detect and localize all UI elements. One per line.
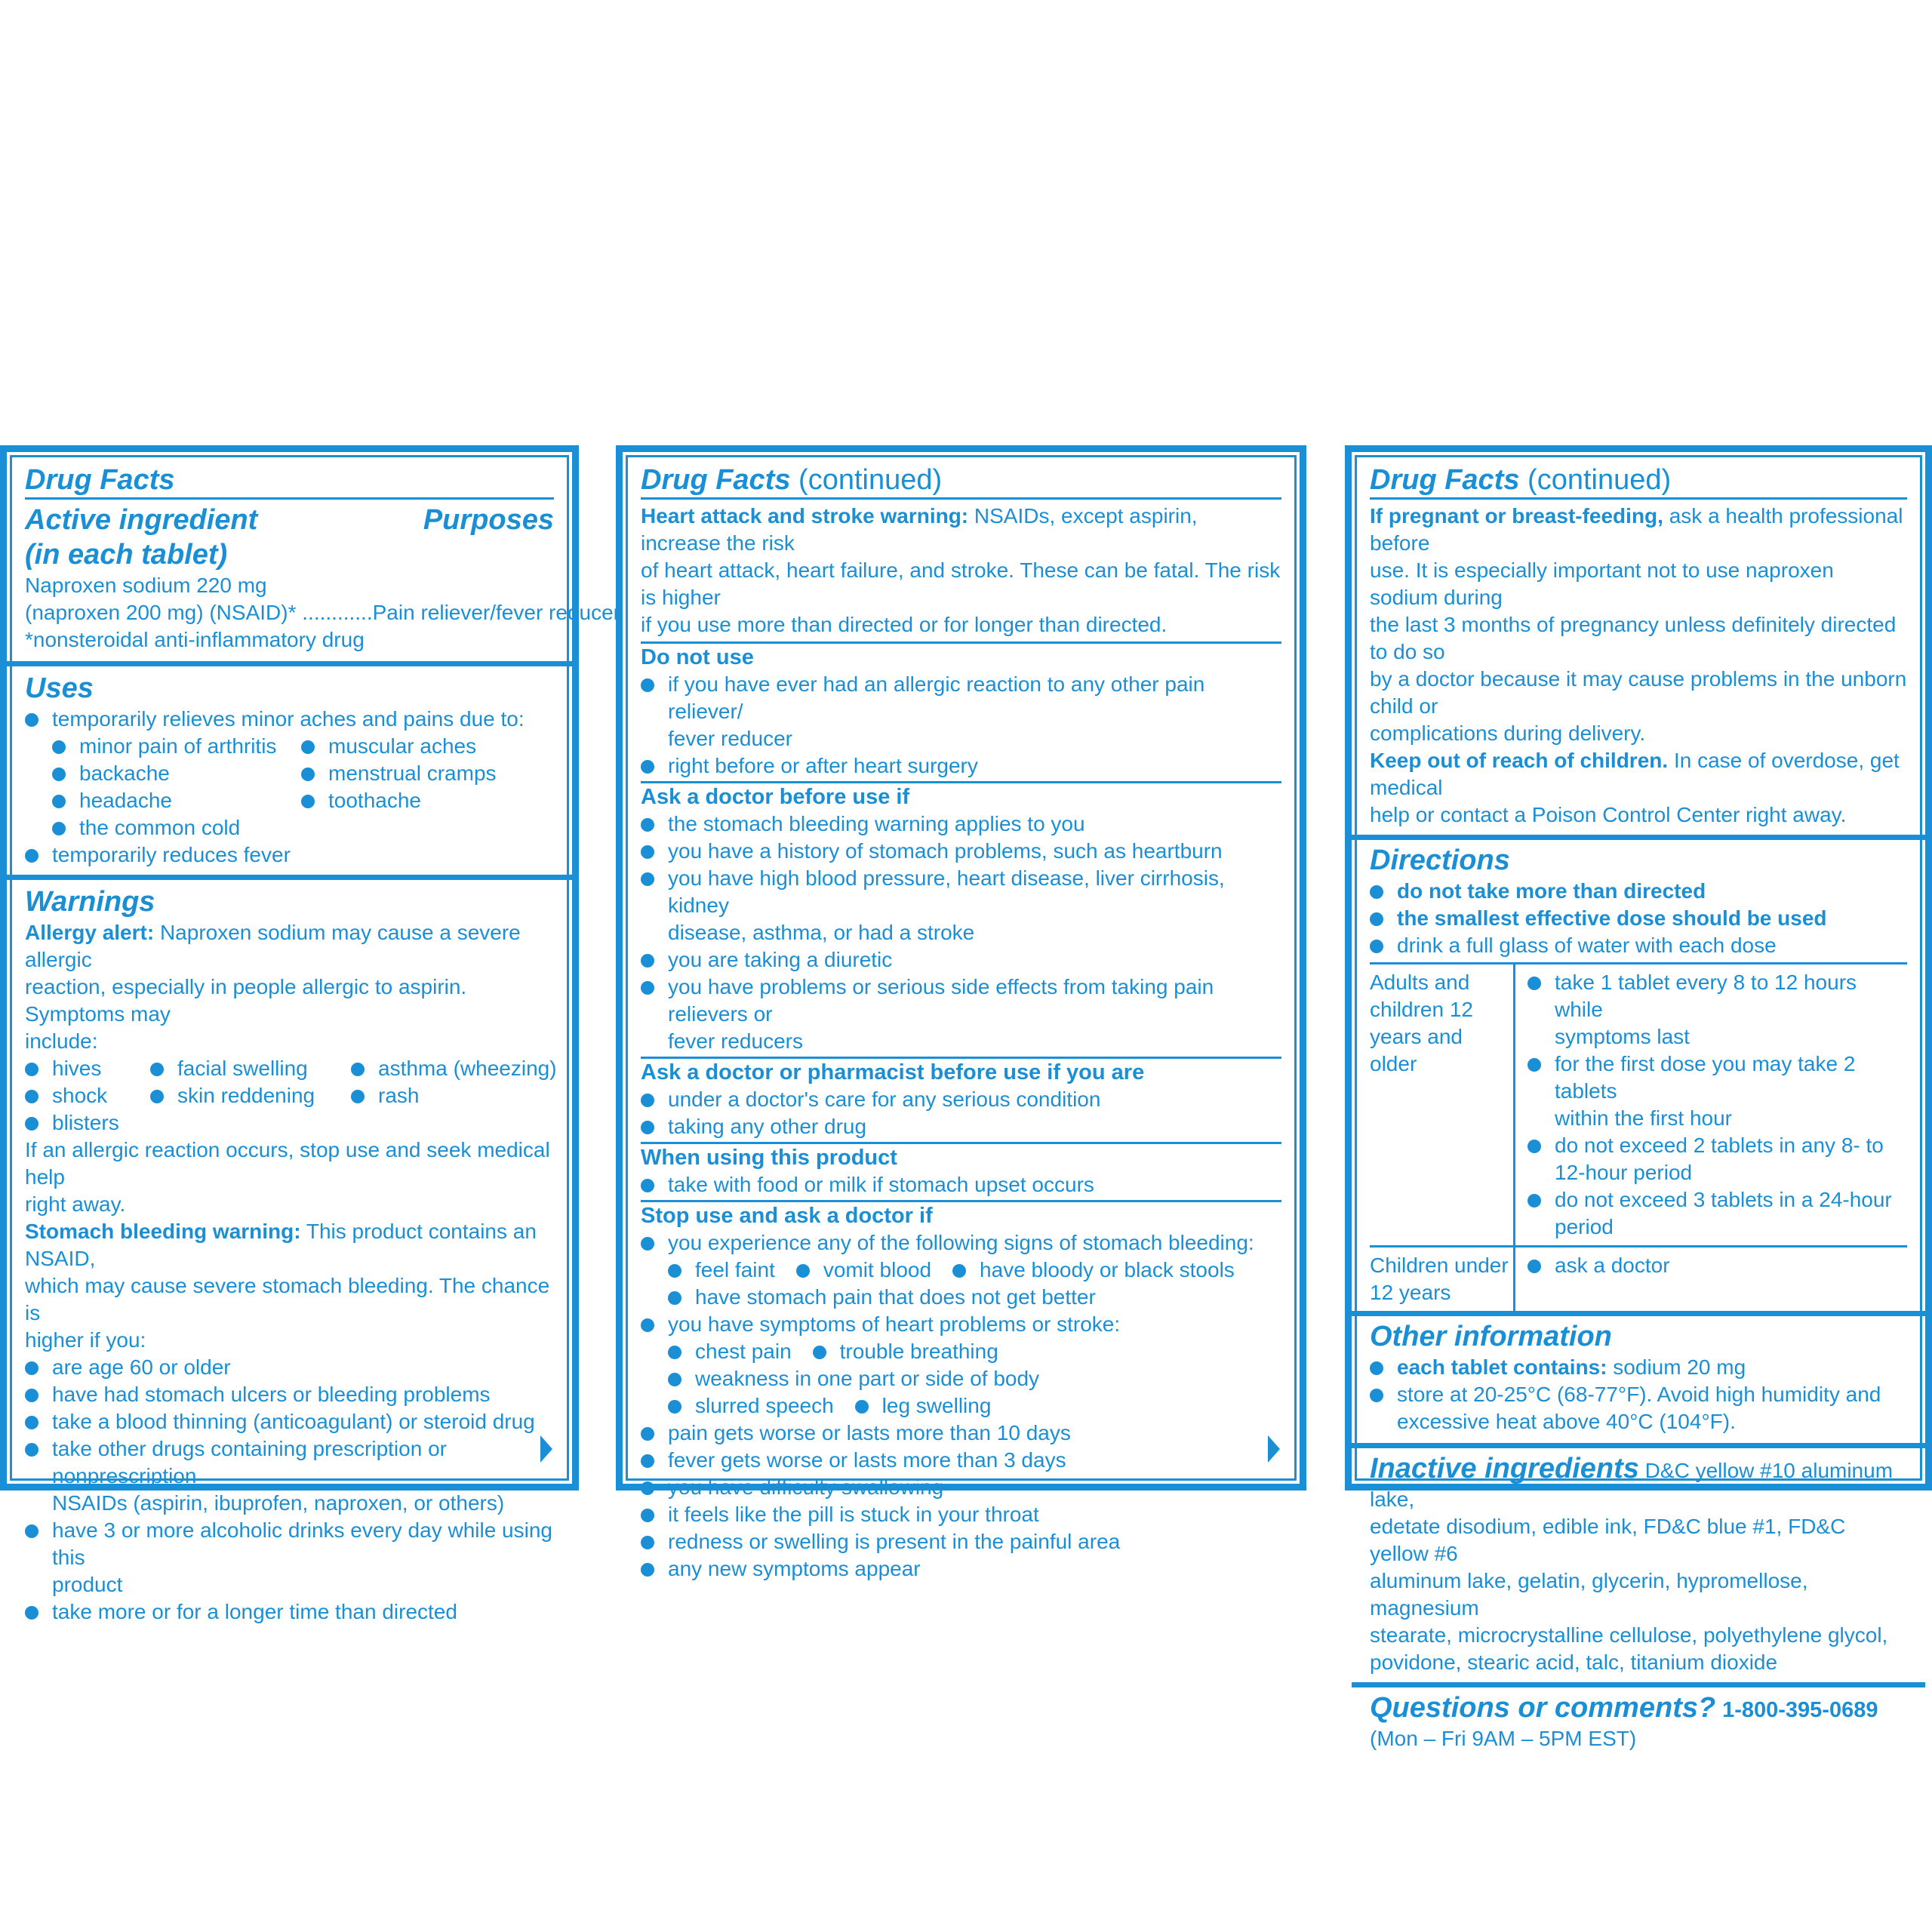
pregnancy-text: by a doctor because it may cause problems in the unborn child or: [1370, 667, 1907, 718]
pregnancy-text: complications during delivery.: [1370, 721, 1646, 745]
panel-title-text: Drug Facts: [641, 464, 791, 496]
other-info-title: Other information: [1370, 1321, 1612, 1352]
stomach-label: Stomach bleeding warning:: [25, 1220, 301, 1243]
divider: [641, 497, 1281, 500]
do-not-use-title: Do not use: [641, 645, 754, 669]
stop-use-item: it feels like the pill is stuck in your throat: [641, 1501, 1281, 1528]
dosage-group-label: [1370, 1247, 1515, 1311]
stomach-item-cont: NSAIDs (aspirin, ibuprofen, naproxen, or others): [52, 1491, 505, 1515]
stop-use-subitem: have bloody or black stools: [952, 1257, 1235, 1284]
allergy-text: Naproxen sodium may cause a severe allergic: [25, 921, 521, 971]
do-not-use-item: if you have ever had an allergic reaction to any other pain reliever/: [641, 671, 1281, 725]
continued-label: (continued): [790, 464, 943, 496]
dosage-item-cont: symptoms last: [1555, 1025, 1690, 1048]
panel-title: [1370, 463, 1907, 497]
stop-use-item: any new symptoms appear: [641, 1555, 1281, 1583]
keep-out-warning: [1370, 747, 1907, 801]
dosage-table-row-adults: [1370, 962, 1907, 1245]
stop-use-item: you have symptoms of heart problems or stroke:: [641, 1311, 1281, 1338]
stop-use-subitem: trouble breathing: [813, 1338, 998, 1365]
warnings-title: Warnings: [25, 886, 155, 918]
dosage-item: for the first dose you may take 2 tablets: [1527, 1051, 1907, 1105]
uses-item: temporarily reduces fever: [25, 841, 554, 869]
allergy-text: include:: [25, 1029, 98, 1053]
pregnancy-label: If pregnant or breast-feeding,: [1370, 504, 1663, 528]
when-using-item: take with food or milk if stomach upset occurs: [641, 1171, 1281, 1198]
purposes-label: Purposes: [423, 504, 554, 536]
heart-warning: [641, 503, 1281, 557]
stop-use-subitem: weakness in one part or side of body: [668, 1365, 1281, 1392]
ingredient-line: Naproxen sodium 220 mg: [25, 574, 267, 597]
drug-facts-panel-3: [1345, 445, 1932, 1750]
symptom-item: hives: [25, 1055, 150, 1082]
pregnancy-text: ask a health professional before: [1370, 504, 1903, 555]
stop-use-subitem: leg swelling: [855, 1392, 992, 1420]
ask-doctor-item: the stomach bleeding warning applies to you: [641, 811, 1281, 838]
stop-use-subitem: feel faint: [668, 1257, 775, 1284]
section-divider: [7, 661, 572, 666]
stop-use-subitem: have stomach pain that does not get better: [668, 1284, 1281, 1311]
keep-out-text: In case of overdose, get medical: [1370, 749, 1900, 799]
inactive-ingredients-text: D&C yellow #10 aluminum lake,: [1370, 1459, 1894, 1511]
stomach-item: take other drugs containing prescription or nonprescription: [25, 1435, 554, 1490]
stop-use-item: pain gets worse or lasts more than 10 days: [641, 1420, 1281, 1447]
panel-title: [641, 463, 1281, 497]
dosage-item-cont: 12-hour period: [1555, 1161, 1693, 1184]
stop-use-subrow: [668, 1392, 1281, 1420]
directions-item: drink a full glass of water with each dose: [1370, 932, 1907, 959]
dosage-item-cont: within the first hour: [1555, 1106, 1732, 1130]
purpose-value: Pain reliever/fever reducer: [372, 601, 620, 624]
symptom-item: blisters: [25, 1109, 150, 1137]
ask-pharmacist-item: under a doctor's care for any serious condition: [641, 1086, 1281, 1113]
do-not-use-item: right before or after heart surgery: [641, 752, 1281, 780]
stomach-item: have 3 or more alcoholic drinks every day while using this: [25, 1517, 554, 1571]
stop-use-title: Stop use and ask a doctor if: [641, 1204, 933, 1228]
uses-subitem: muscular aches: [301, 733, 497, 760]
stop-use-subitem: vomit blood: [796, 1257, 931, 1284]
heart-text: if you use more than directed or for longer than directed.: [641, 613, 1168, 636]
ingredient-purpose-line: [25, 599, 620, 626]
uses-subitem: the common cold: [52, 814, 301, 841]
stomach-item: take a blood thinning (anticoagulant) or steroid drug: [25, 1408, 554, 1435]
dosage-group-text: children 12: [1370, 998, 1473, 1021]
symptom-item: rash: [351, 1082, 557, 1109]
stop-use-item: you experience any of the following signs of stomach bleeding:: [641, 1229, 1281, 1257]
section-divider: [1352, 1443, 1925, 1448]
section-divider: [1352, 1682, 1925, 1687]
stomach-item: are age 60 or older: [25, 1354, 554, 1381]
dosage-group-text: 12 years: [1370, 1281, 1451, 1304]
stop-use-item: redness or swelling is present in the painful area: [641, 1528, 1281, 1555]
heart-text: NSAIDs, except aspirin, increase the risk: [641, 504, 1198, 555]
ingredient-line-2: (naproxen 200 mg) (NSAID)*: [25, 601, 297, 624]
drug-facts-panel-2: [616, 445, 1306, 1580]
other-info-text: sodium 20 mg: [1607, 1355, 1746, 1379]
uses-subitem: headache: [52, 787, 301, 814]
ask-doctor-item-cont: fever reducers: [668, 1029, 803, 1053]
inactive-ingredients: [1370, 1451, 1907, 1513]
continued-label: (continued): [1519, 464, 1672, 496]
stop-use-subrow: [668, 1338, 1281, 1365]
stomach-text: higher if you:: [25, 1328, 146, 1352]
leader-dots: ............: [302, 601, 373, 624]
stomach-item: take more or for a longer time than directed: [25, 1598, 554, 1626]
ask-doctor-item: you have high blood pressure, heart disease, liver cirrhosis, kidney: [641, 865, 1281, 919]
uses-title: Uses: [25, 672, 94, 704]
when-using-title: When using this product: [641, 1146, 897, 1170]
ask-doctor-item: you have a history of stomach problems, such as heartburn: [641, 838, 1281, 865]
divider: [1370, 497, 1907, 500]
allergy-label: Allergy alert:: [25, 921, 155, 944]
continue-arrow-icon: [1268, 1435, 1280, 1463]
section-divider: [1352, 835, 1925, 840]
inactive-ingredients-text: aluminum lake, gelatin, glycerin, hypromellose, magnesium: [1370, 1569, 1808, 1620]
uses-subitem: backache: [52, 760, 301, 787]
stop-use-item: fever gets worse or lasts more than 3 days: [641, 1447, 1281, 1474]
uses-subitem: menstrual cramps: [301, 760, 497, 787]
ask-doctor-item: you have problems or serious side effects from taking pain relievers or: [641, 974, 1281, 1028]
continue-arrow-icon: [540, 1435, 552, 1463]
ask-doctor-item-cont: disease, asthma, or had a stroke: [668, 921, 975, 944]
uses-subitem: minor pain of arthritis: [52, 733, 301, 760]
ask-pharmacist-title: Ask a doctor or pharmacist before use if you are: [641, 1060, 1145, 1084]
stomach-text: which may cause severe stomach bleeding. The chance is: [25, 1274, 550, 1324]
questions-title: Questions or comments?: [1370, 1692, 1716, 1724]
other-info-item: [1370, 1354, 1907, 1381]
ask-doctor-item: you are taking a diuretic: [641, 946, 1281, 974]
uses-subitem: toothache: [301, 787, 497, 814]
dosage-group-text: Adults and: [1370, 971, 1470, 994]
section-divider: [1352, 1311, 1925, 1316]
stop-use-subrow: [668, 1257, 1281, 1284]
section-divider: [7, 875, 572, 880]
phone-number[interactable]: 1-800-395-0689: [1722, 1698, 1878, 1722]
stop-use-subitem: slurred speech: [668, 1392, 834, 1420]
ask-pharmacist-item: taking any other drug: [641, 1113, 1281, 1140]
directions-item: the smallest effective dose should be used: [1370, 905, 1907, 932]
dosage-group-text: years and older: [1370, 1025, 1463, 1075]
stomach-warning: [25, 1218, 554, 1272]
dosage-item: take 1 tablet every 8 to 12 hours while: [1527, 969, 1907, 1023]
symptom-item: asthma (wheezing): [351, 1055, 557, 1082]
stop-use-subitem: chest pain: [668, 1338, 792, 1365]
pregnancy-text: use. It is especially important not to use naproxen sodium during: [1370, 558, 1834, 609]
stomach-item: have had stomach ulcers or bleeding problems: [25, 1381, 554, 1408]
footnote: *nonsteroidal anti-inflammatory drug: [25, 628, 365, 651]
allergy-alert: [25, 919, 554, 974]
inactive-ingredients-text: povidone, stearic acid, talc, titanium dioxide: [1370, 1651, 1778, 1674]
directions-item: do not take more than directed: [1370, 878, 1907, 905]
inactive-ingredients-text: edetate disodium, edible ink, FD&C blue #1, FD&C yellow #6: [1370, 1515, 1846, 1565]
pregnancy-warning: [1370, 503, 1907, 557]
symptom-item: shock: [25, 1082, 150, 1109]
heart-label: Heart attack and stroke warning:: [641, 504, 969, 528]
symptom-item: facial swelling: [150, 1055, 351, 1082]
allergy-after: If an allergic reaction occurs, stop use and seek medical help: [25, 1138, 550, 1189]
active-ingredient-sublabel: (in each tablet): [25, 539, 228, 571]
dosage-item: ask a doctor: [1527, 1252, 1907, 1279]
allergy-after: right away.: [25, 1192, 126, 1216]
other-info-item-cont: excessive heat above 40°C (104°F).: [1397, 1410, 1736, 1433]
active-ingredient-label: Active ingredient: [25, 504, 258, 536]
hours: (Mon – Fri 9AM – 5PM EST): [1370, 1727, 1637, 1750]
do-not-use-item-cont: fever reducer: [668, 727, 792, 750]
drug-facts-panel-1: [0, 445, 620, 1623]
heart-text: of heart attack, heart failure, and stroke. These can be fatal. The risk is higher: [641, 558, 1281, 609]
directions-title: Directions: [1370, 844, 1510, 876]
ask-doctor-title: Ask a doctor before use if: [641, 785, 910, 809]
stop-use-item: you have difficulty swallowing: [641, 1474, 1281, 1501]
dosage-instructions: [1515, 1247, 1907, 1311]
inactive-ingredients-text: stearate, microcrystalline cellulose, polyethylene glycol,: [1370, 1623, 1888, 1647]
uses-item: temporarily relieves minor aches and pains due to:: [25, 706, 554, 733]
stomach-item-cont: product: [52, 1573, 123, 1596]
keep-out-text: help or contact a Poison Control Center right away.: [1370, 803, 1847, 826]
dosage-item: do not exceed 3 tablets in a 24-hour period: [1527, 1186, 1907, 1241]
dosage-item: do not exceed 2 tablets in any 8- to: [1527, 1132, 1907, 1159]
symptom-item: skin reddening: [150, 1082, 351, 1109]
dosage-table-row-children: [1370, 1245, 1907, 1311]
other-info-item: store at 20-25°C (68-77°F). Avoid high humidity and: [1370, 1381, 1907, 1408]
questions-line: [1370, 1690, 1907, 1725]
symptoms-grid: [25, 1055, 557, 1137]
divider: [25, 497, 554, 500]
dosage-instructions: [1515, 964, 1907, 1245]
uses-columns: [25, 733, 554, 841]
pregnancy-text: the last 3 months of pregnancy unless definitely directed to do so: [1370, 613, 1897, 663]
other-info-label: each tablet contains:: [1397, 1355, 1607, 1379]
panel-title-text: Drug Facts: [1370, 464, 1520, 496]
allergy-text: reaction, especially in people allergic to aspirin. Symptoms may: [25, 975, 467, 1026]
panel-title: Drug Facts: [25, 464, 175, 496]
stomach-text: This product contains an NSAID,: [25, 1220, 537, 1270]
active-ingredient-header: [25, 503, 554, 572]
dosage-group-text: Children under: [1370, 1254, 1509, 1277]
keep-out-label: Keep out of reach of children.: [1370, 749, 1669, 772]
inactive-ingredients-title: Inactive ingredients: [1370, 1453, 1639, 1484]
dosage-group-label: [1370, 964, 1515, 1245]
